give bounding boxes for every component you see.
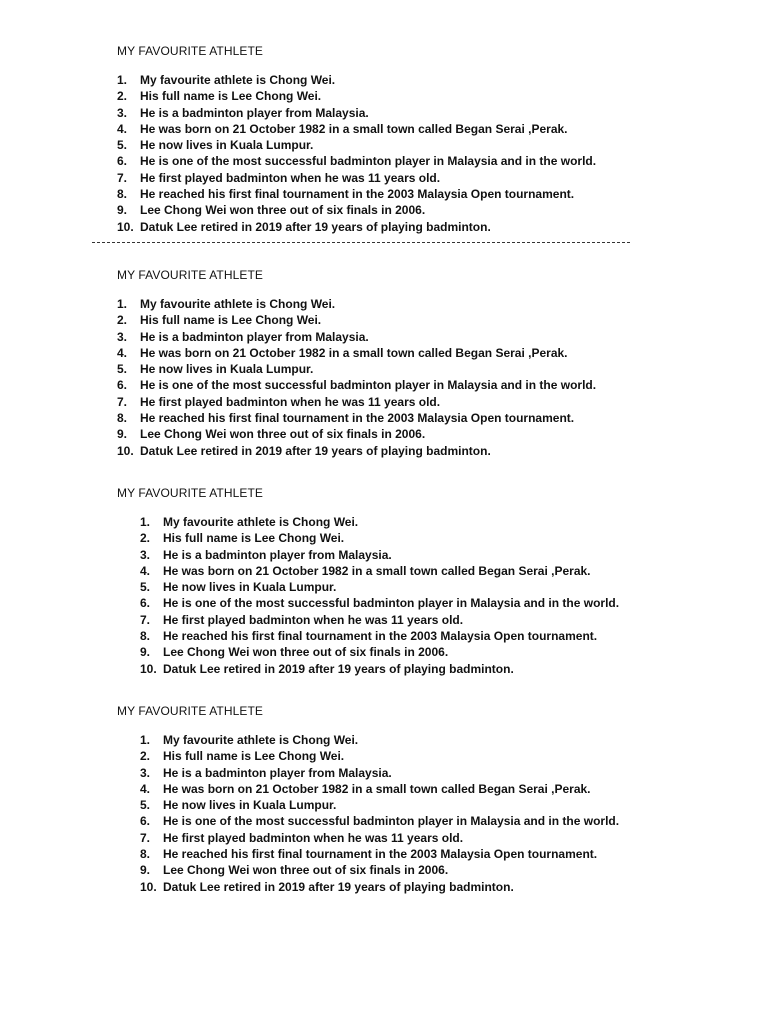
- item-text: He was born on 21 October 1982 in a small town called Began Serai ,Perak.: [140, 345, 568, 360]
- item-text: He now lives in Kuala Lumpur.: [140, 138, 314, 153]
- item-text: He first played badminton when he was 11 years old.: [163, 830, 464, 845]
- item-number: 2.: [117, 313, 128, 328]
- item-text: His full name is Lee Chong Wei.: [163, 749, 345, 764]
- item-text: My favourite athlete is Chong Wei.: [140, 73, 336, 87]
- item-number: 7.: [117, 170, 128, 185]
- dashed-divider: [92, 242, 630, 243]
- item-text: Datuk Lee retired in 2019 after 19 years of playing badminton.: [163, 661, 514, 676]
- item-number: 6.: [140, 814, 151, 829]
- item-number: 5.: [140, 580, 151, 595]
- item-number: 2.: [140, 531, 151, 546]
- item-text: His full name is Lee Chong Wei.: [140, 89, 322, 104]
- item-number: 1.: [140, 733, 151, 747]
- section-title: MY FAVOURITE ATHLETE: [117, 44, 264, 58]
- item-text: My favourite athlete is Chong Wei.: [163, 733, 359, 747]
- item-text: He is one of the most successful badminton player in Malaysia and in the world.: [140, 154, 597, 169]
- item-text: He reached his first final tournament in the 2003 Malaysia Open tournament.: [163, 847, 598, 862]
- item-number: 1.: [117, 297, 128, 311]
- section-title: MY FAVOURITE ATHLETE: [117, 268, 264, 282]
- item-text: Datuk Lee retired in 2019 after 19 years of playing badminton.: [140, 443, 491, 458]
- item-number: 9.: [117, 203, 128, 218]
- item-text: He now lives in Kuala Lumpur.: [163, 580, 337, 595]
- item-text: Lee Chong Wei won three out of six finals in 2006.: [140, 203, 426, 218]
- item-text: He was born on 21 October 1982 in a small town called Began Serai ,Perak.: [140, 121, 568, 136]
- item-number: 10.: [117, 443, 134, 458]
- item-text: He reached his first final tournament in the 2003 Malaysia Open tournament.: [163, 629, 598, 644]
- item-number: 5.: [140, 798, 151, 813]
- section-title: MY FAVOURITE ATHLETE: [117, 704, 264, 718]
- item-number: 2.: [117, 89, 128, 104]
- item-text: His full name is Lee Chong Wei.: [140, 313, 322, 328]
- item-text: My favourite athlete is Chong Wei.: [140, 297, 336, 311]
- item-text: Datuk Lee retired in 2019 after 19 years of playing badminton.: [140, 219, 491, 234]
- item-text: He reached his first final tournament in the 2003 Malaysia Open tournament.: [140, 187, 575, 202]
- item-text: Lee Chong Wei won three out of six finals in 2006.: [163, 863, 449, 878]
- item-number: 10.: [140, 879, 157, 894]
- item-number: 6.: [140, 596, 151, 611]
- item-number: 9.: [117, 427, 128, 442]
- item-number: 9.: [140, 863, 151, 878]
- item-number: 9.: [140, 645, 151, 660]
- item-text: My favourite athlete is Chong Wei.: [163, 515, 359, 529]
- item-number: 10.: [117, 219, 134, 234]
- item-number: 3.: [117, 105, 128, 120]
- item-number: 5.: [117, 362, 128, 377]
- item-text: He is a badminton player from Malaysia.: [163, 765, 392, 780]
- item-number: 8.: [117, 187, 128, 202]
- item-number: 1.: [140, 515, 151, 529]
- item-number: 3.: [140, 547, 151, 562]
- item-text: He is one of the most successful badminton player in Malaysia and in the world.: [140, 378, 597, 393]
- item-text: His full name is Lee Chong Wei.: [163, 531, 345, 546]
- item-text: He is a badminton player from Malaysia.: [140, 105, 369, 120]
- item-text: He first played badminton when he was 11 years old.: [140, 170, 441, 185]
- section-title: MY FAVOURITE ATHLETE: [117, 486, 264, 500]
- item-number: 8.: [140, 847, 151, 862]
- item-number: 6.: [117, 378, 128, 393]
- item-text: Lee Chong Wei won three out of six finals in 2006.: [163, 645, 449, 660]
- item-number: 3.: [140, 765, 151, 780]
- item-text: He first played badminton when he was 11 years old.: [163, 612, 464, 627]
- item-number: 4.: [117, 345, 128, 360]
- item-number: 10.: [140, 661, 157, 676]
- item-number: 4.: [117, 121, 128, 136]
- item-number: 1.: [117, 73, 128, 87]
- item-number: 8.: [117, 411, 128, 426]
- item-number: 5.: [117, 138, 128, 153]
- item-number: 2.: [140, 749, 151, 764]
- item-text: He is a badminton player from Malaysia.: [163, 547, 392, 562]
- item-text: He now lives in Kuala Lumpur.: [140, 362, 314, 377]
- item-number: 4.: [140, 563, 151, 578]
- item-text: He is a badminton player from Malaysia.: [140, 329, 369, 344]
- item-text: He is one of the most successful badminton player in Malaysia and in the world.: [163, 596, 620, 611]
- item-number: 3.: [117, 329, 128, 344]
- item-text: Lee Chong Wei won three out of six finals in 2006.: [140, 427, 426, 442]
- item-number: 6.: [117, 154, 128, 169]
- item-number: 7.: [117, 394, 128, 409]
- item-text: He was born on 21 October 1982 in a small town called Began Serai ,Perak.: [163, 563, 591, 578]
- item-text: He is one of the most successful badminton player in Malaysia and in the world.: [163, 814, 620, 829]
- item-text: He now lives in Kuala Lumpur.: [163, 798, 337, 813]
- item-number: 7.: [140, 612, 151, 627]
- item-text: He was born on 21 October 1982 in a small town called Began Serai ,Perak.: [163, 781, 591, 796]
- item-number: 4.: [140, 781, 151, 796]
- item-text: Datuk Lee retired in 2019 after 19 years of playing badminton.: [163, 879, 514, 894]
- item-number: 8.: [140, 629, 151, 644]
- item-number: 7.: [140, 830, 151, 845]
- item-text: He first played badminton when he was 11 years old.: [140, 394, 441, 409]
- item-text: He reached his first final tournament in the 2003 Malaysia Open tournament.: [140, 411, 575, 426]
